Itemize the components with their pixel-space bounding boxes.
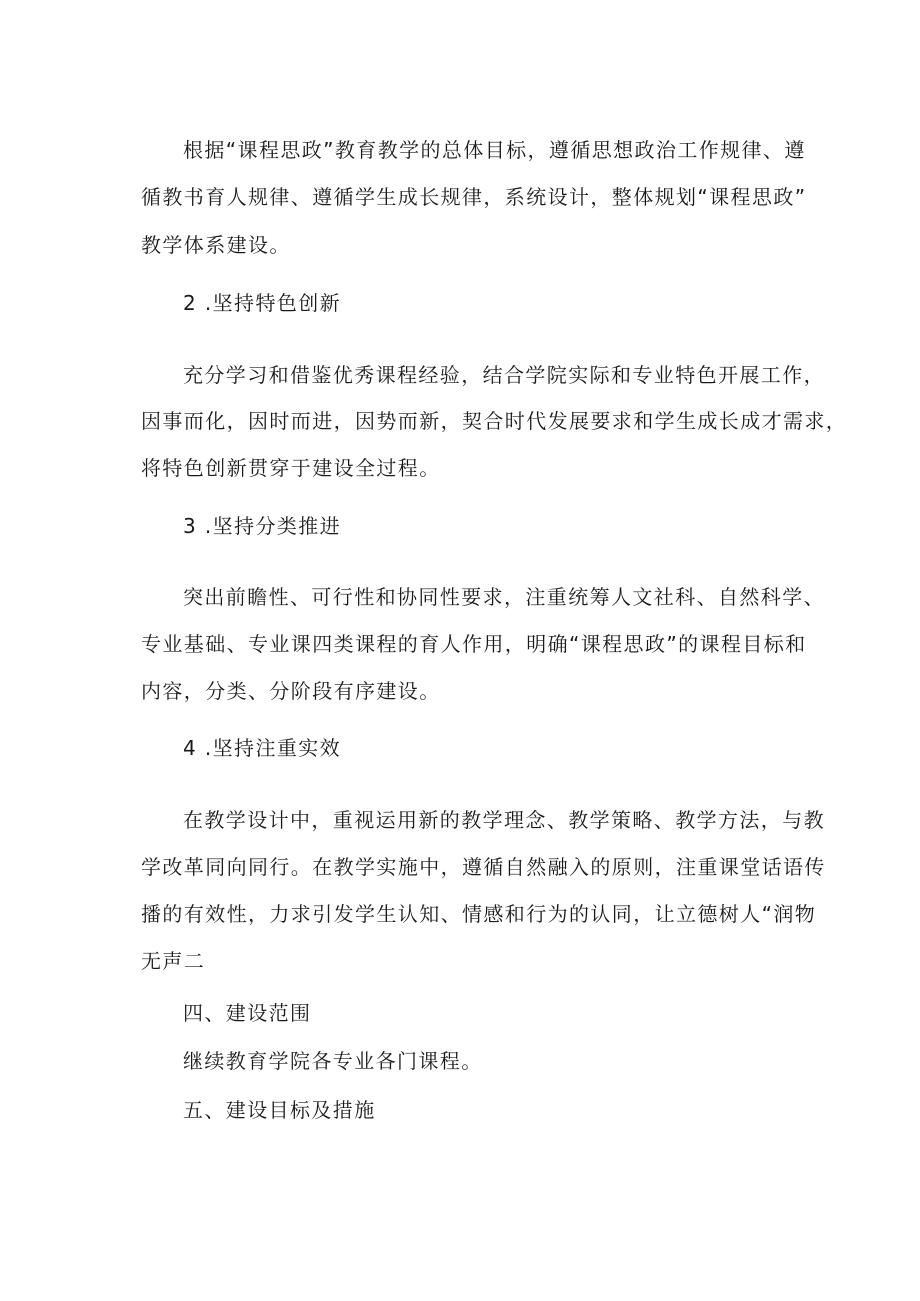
section-heading-4: 4 .坚持注重实效: [183, 736, 342, 760]
paragraph-1-line-1: 根据“课程思政”教育教学的总体目标，遵循思想政治工作规律、遵: [183, 138, 806, 162]
paragraph-3-line-1: 突出前瞻性、可行性和协同性要求，注重统筹人文社科、自然科学、: [183, 585, 825, 609]
paragraph-3-line-3: 内容，分类、分阶段有序建设。: [141, 679, 441, 703]
section-heading-goals: 五、建设目标及措施: [183, 1098, 376, 1122]
section-heading-scope: 四、建设范围: [183, 1001, 312, 1025]
paragraph-4-line-2: 学改革同向同行。在教学实施中，遵循自然融入的原则，注重课堂话语传: [141, 855, 826, 879]
paragraph-3-line-2: 专业基础、专业课四类课程的育人作用，明确“课程思政”的课程目标和: [141, 632, 807, 656]
paragraph-2-line-3: 将特色创新贯穿于建设全过程。: [141, 456, 441, 480]
paragraph-2-line-1: 充分学习和借鉴优秀课程经验，结合学院实际和专业特色开展工作，: [183, 363, 825, 387]
paragraph-1-line-3: 教学体系建设。: [141, 233, 291, 257]
paragraph-2-line-2: 因事而化，因时而进，因势而新，契合时代发展要求和学生成长成才需求，: [141, 409, 848, 433]
paragraph-4-line-3: 播的有效性，力求引发学生认知、情感和行为的认同，让立德树人“润物: [141, 902, 817, 926]
paragraph-4-line-4: 无声二: [141, 949, 206, 973]
section-heading-3: 3 .坚持分类推进: [183, 514, 342, 538]
section-heading-2: 2 .坚持特色创新: [183, 291, 342, 315]
paragraph-1-line-2: 循教书育人规律、遵循学生成长规律，系统设计，整体规划“课程思政”: [141, 185, 807, 209]
paragraph-scope-line-1: 继续教育学院各专业各门课程。: [183, 1049, 483, 1073]
paragraph-4-line-1: 在教学设计中，重视运用新的教学理念、教学策略、教学方法，与教: [183, 808, 825, 832]
